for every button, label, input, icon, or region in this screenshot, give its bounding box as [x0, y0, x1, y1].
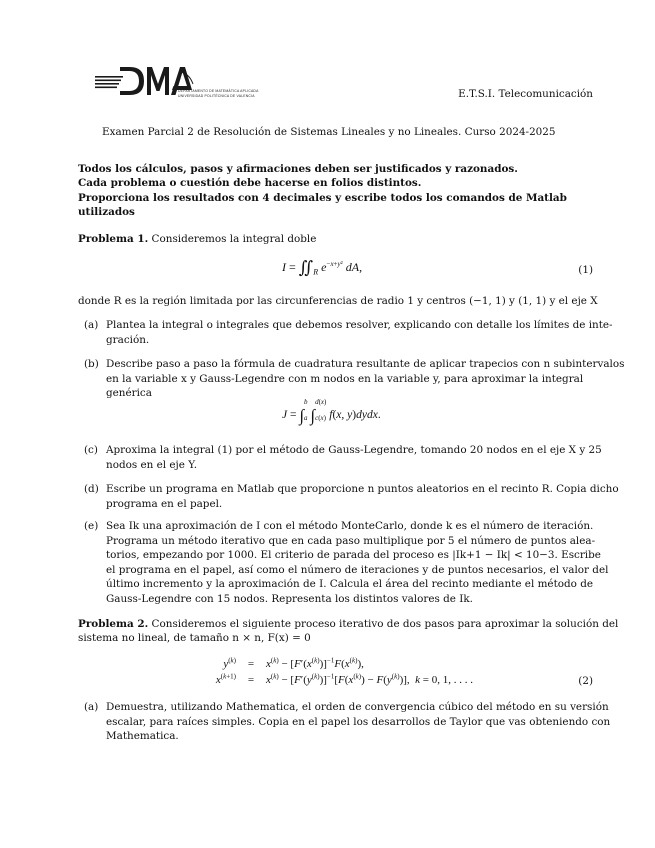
item-line: el programa en el papel, así como el número de iteraciones y de puntos necesarios, el valor del: [106, 563, 609, 576]
problem1-region-text: donde R es la región limitada por las circunferencias de radio 1 y centros (−1, 1) y (1, 1) y el eje X: [78, 295, 598, 307]
item-line: Demuestra, utilizando Mathematica, el orden de convergencia cúbico del método en su versión: [106, 701, 609, 713]
item-line: Programa un método iterativo que en cada paso multiplique por 5 el número de puntos alea-: [106, 534, 596, 547]
instruction-line: Proporciona los resultados con 4 decimales y escribe todos los comandos de Matlab: [78, 192, 567, 204]
item-line: Describe paso a paso la fórmula de cuadratura resultante de aplicar trapecios con n subintervalos: [106, 358, 625, 370]
problem1-intro-text: Consideremos la integral doble: [151, 233, 317, 245]
equation-1: $I = ∬_R$ $e^{-x+y^2}$ dA,: [282, 258, 363, 277]
item-label: (a): [84, 319, 99, 331]
item-line: Mathematica.: [106, 730, 179, 743]
list-item: [84, 482, 619, 511]
item-line: Sea Ik una aproximación de I con el método MonteCarlo, donde k es el número de iteración.: [106, 520, 594, 532]
item-line: escalar, para raíces simples. Copia en el papel los desarrollos de Taylor que vas obteniendo con: [106, 715, 611, 728]
list-item: [84, 318, 613, 347]
logo-univ-line: UNIVERSIDAD POLITÉCNICA DE VALENCIA: [178, 94, 255, 98]
item-line: programa en el papel.: [106, 497, 223, 510]
list-item: [84, 357, 625, 401]
item-line: Gauss-Legendre con 15 nodos. Representa los distintos valores de Ik.: [106, 592, 473, 605]
equation-number: (1): [578, 264, 593, 276]
item-label: (c): [84, 444, 98, 456]
problem1-intro: [78, 232, 316, 247]
item-line: Aproxima la integral (1) por el método de Gauss-Legendre, tomando 20 nodos en el eje X y 25: [106, 444, 602, 456]
item-line: nodos en el eje Y.: [106, 458, 198, 471]
equation-number: (2): [578, 675, 593, 687]
instruction-line: Todos los cálculos, pasos y afirmaciones deben ser justificados y razonados.: [78, 163, 518, 175]
list-item: [84, 519, 609, 607]
item-line: genérica: [106, 387, 152, 400]
problem2-intro-line2: sistema no lineal, de tamaño n × n, F(x) = 0: [78, 632, 311, 644]
list-item: [84, 443, 602, 472]
logo-dept-line: DEPARTAMENTO DE MATEMÁTICA APLICADA: [178, 89, 259, 93]
exam-title: Examen Parcial 2 de Resolución de Sistemas Lineales y no Lineales. Curso 2024-2025: [102, 126, 556, 138]
item-label: (d): [84, 483, 99, 495]
item-label: (b): [84, 358, 99, 370]
list-item: [84, 700, 611, 744]
problem2-intro-text: Consideremos el siguiente proceso iterativo de dos pasos para aproximar la solución del: [151, 618, 619, 630]
item-line: Plantea la integral o integrales que debemos resolver, explicando con detalle los límites de inte-: [106, 319, 613, 331]
equation-2: $y^{(k)} = x^{(k)} - [F'(x^{(k)})]^{-1}F(x^{(k)})$, $x^{(k+1)} = x^{(k)} - [F'(y^{(k)})]^{-1}[F(x^{(k)}) - F(y^{(k)})]$, k = 0, 1, . . . .: [215, 656, 474, 686]
equation-J: J = ∫b a ∫d(x) c(x) f(x, y)dydx.: [282, 398, 381, 425]
problem1-heading: Problema 1.: [78, 233, 149, 245]
dma-logo: [92, 62, 272, 104]
instruction-line: Cada problema o cuestión debe hacerse en folios distintos.: [78, 177, 422, 189]
item-line: último incremento y la aproximación de I. Calcula el área del recinto mediante el método de: [106, 578, 594, 591]
problem2-intro: [78, 617, 618, 632]
instruction-line: utilizados: [78, 206, 135, 218]
item-line: torios, empezando por 1000. El criterio de parada del proceso es |Ik+1 − Ik| < 10−3. Escribe: [106, 549, 601, 562]
problem2-heading: Problema 2.: [78, 618, 149, 630]
item-line: en la variable x y Gauss-Legendre con m nodos en la variable y, para aproximar la integral: [106, 372, 584, 385]
item-line: Escribe un programa en Matlab que proporcione n puntos aleatorios en el recinto R. Copia dicho: [106, 483, 619, 495]
item-line: gración.: [106, 333, 150, 346]
item-label: (e): [84, 520, 99, 532]
school-name: E.T.S.I. Telecomunicación: [458, 88, 593, 100]
item-label: (a): [84, 701, 99, 713]
